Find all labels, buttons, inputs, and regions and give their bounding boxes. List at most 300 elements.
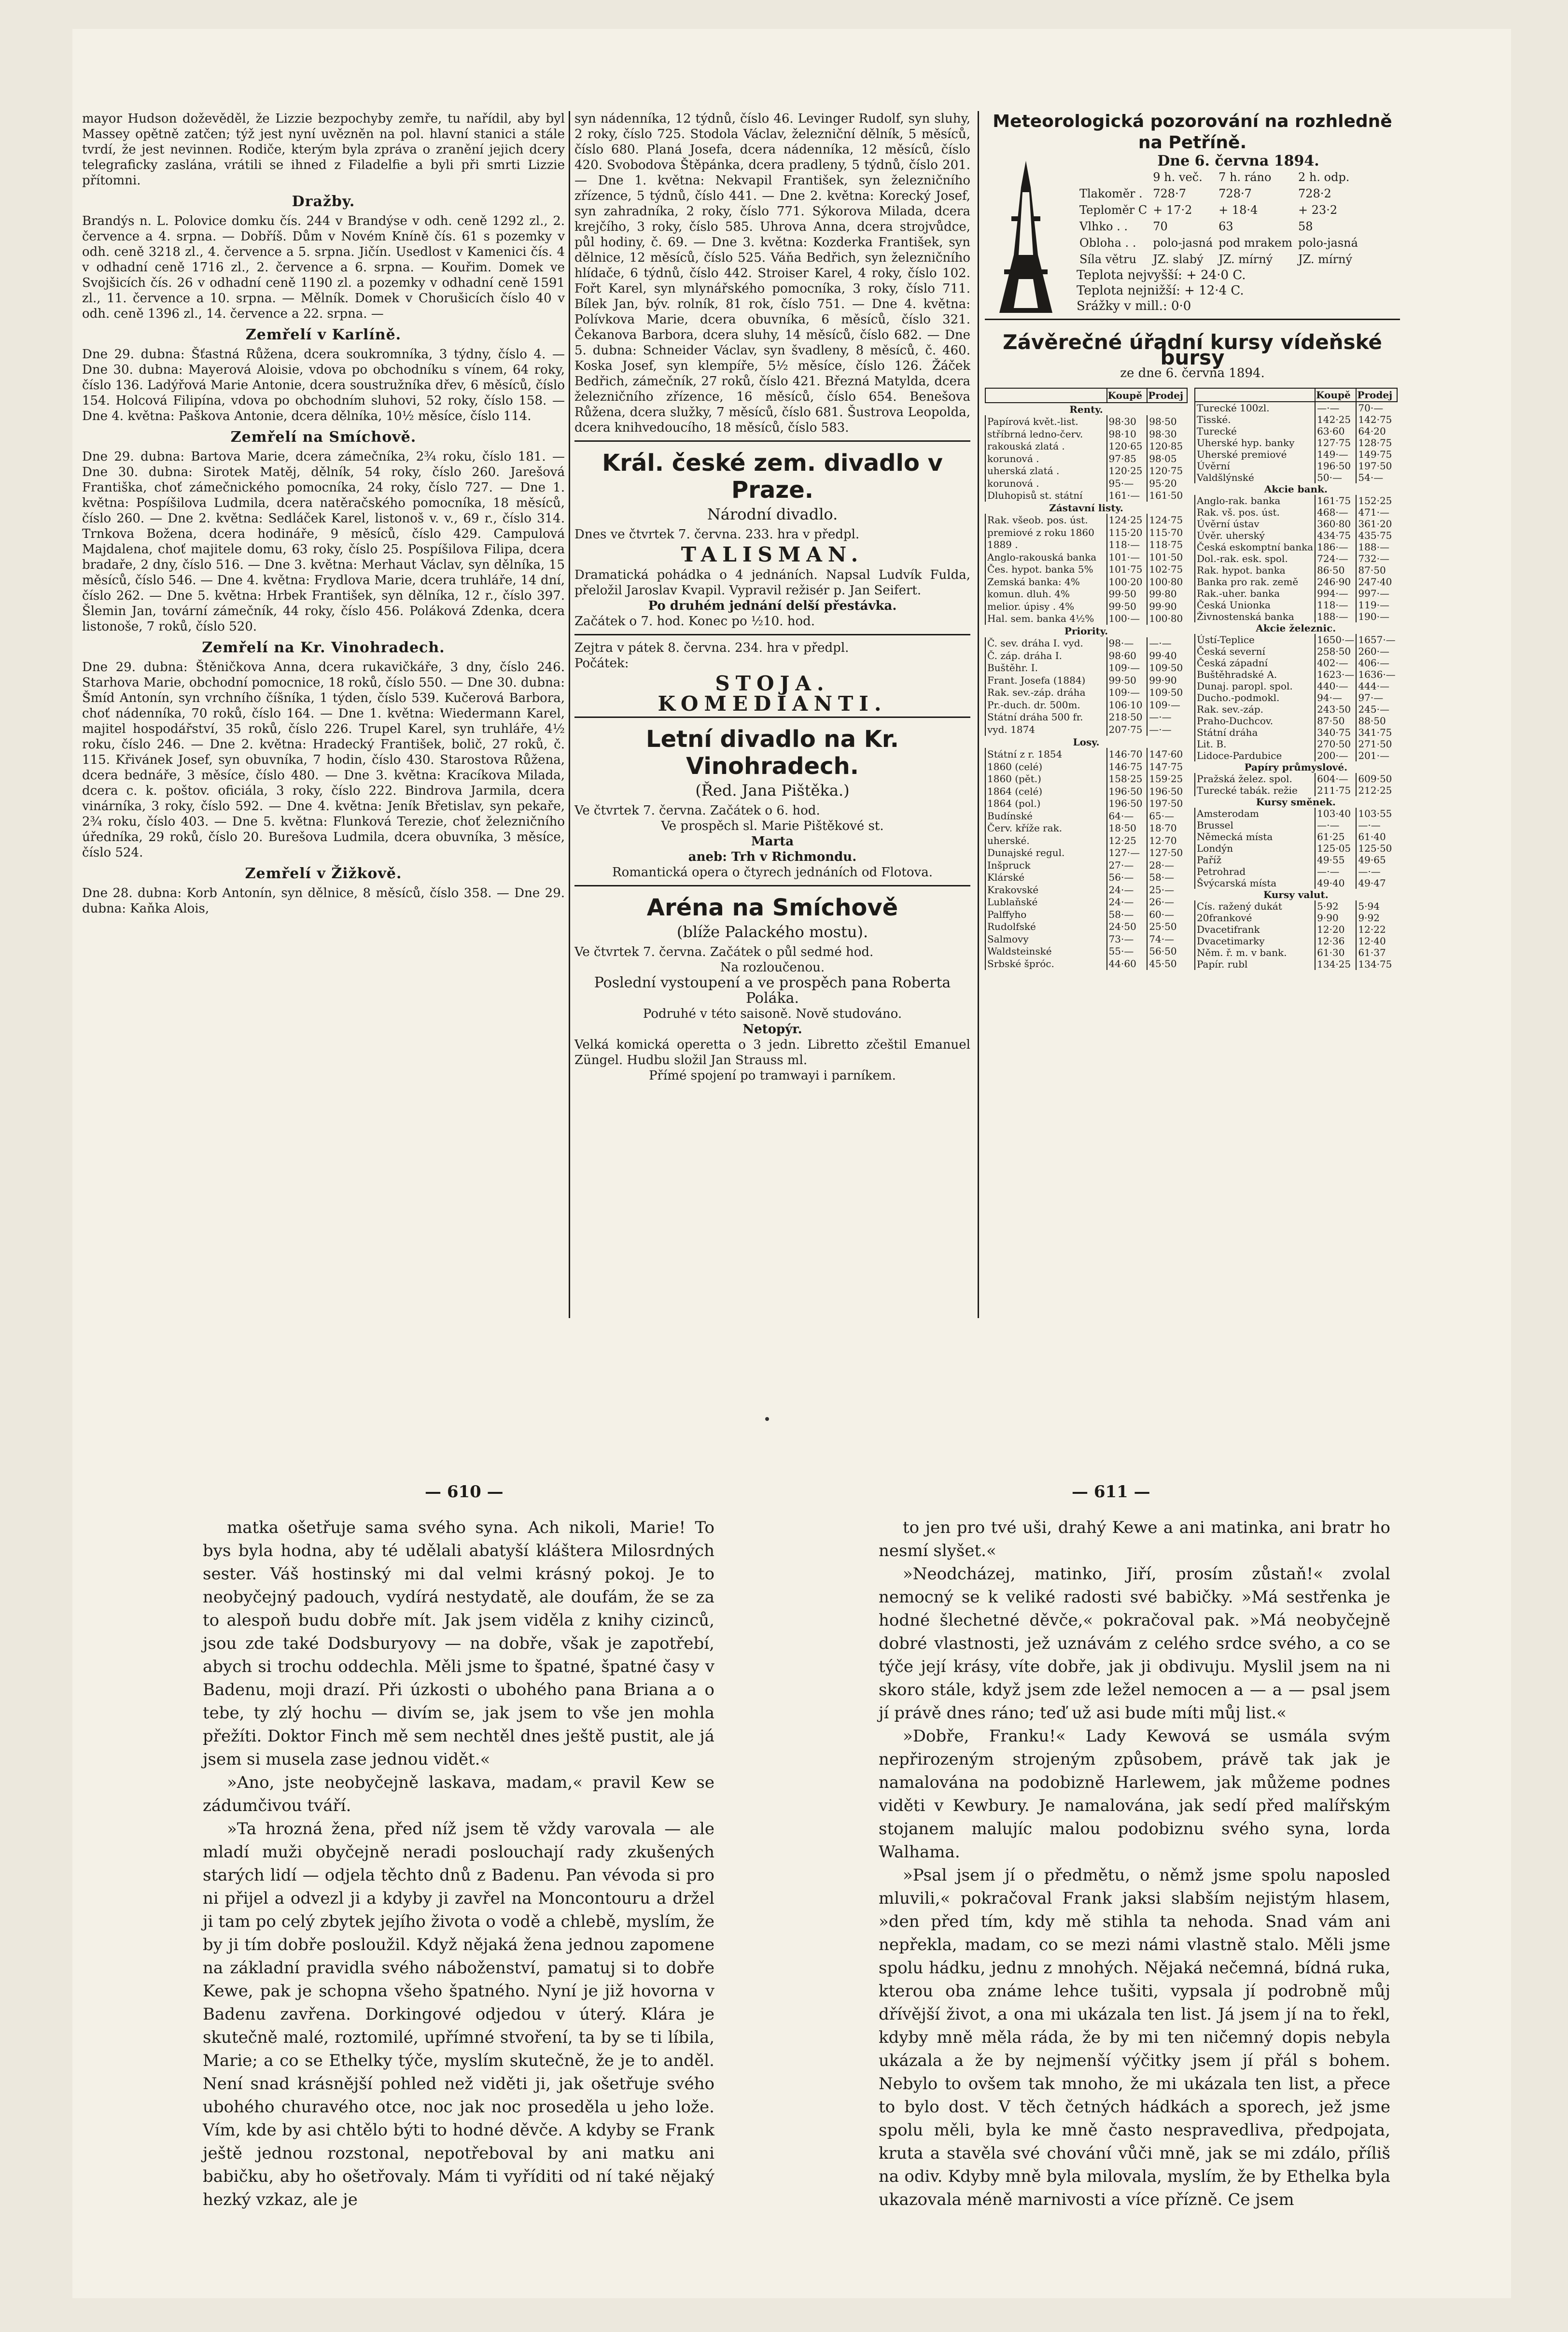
bursa-name: 1860 (celé)	[985, 760, 1107, 773]
bursa-sell: 87·50	[1356, 564, 1397, 576]
bursa-buy: 127·75	[1315, 437, 1356, 449]
story-paragraph: to jen pro tvé uši, drahý Kewe a ani matinka, ani bratr ho nesmí slyšet.«	[879, 1518, 1390, 1560]
ad-line: Romantická opera o čtyrech jednáních od Flotova.	[612, 865, 933, 880]
bursa-row	[1195, 866, 1397, 877]
meteo-date: Dne 6. června 1894.	[1157, 153, 1319, 169]
bursa-row	[985, 896, 1187, 908]
bursa-buy: 100·—	[1107, 613, 1148, 625]
meteo-head	[1077, 169, 1150, 185]
bursa-row	[1195, 843, 1397, 854]
bursa-name: Papírová květ.-list.	[985, 415, 1107, 428]
bursa-row	[1195, 483, 1397, 495]
bursa-name: Praho-Duchcov.	[1195, 715, 1315, 727]
bursa-row	[1195, 703, 1397, 715]
bursa-sell: 197·50	[1356, 460, 1397, 472]
bursa-row	[985, 662, 1187, 674]
bursa-sell: 88·50	[1356, 715, 1397, 727]
bursa-sell: 74·—	[1147, 933, 1187, 945]
meteo-cell: 63	[1218, 220, 1233, 233]
bursa-row	[1195, 634, 1397, 646]
bursa-buy: 64·—	[1107, 810, 1148, 822]
bursa-sell: 142·75	[1356, 414, 1397, 425]
meteo-cell: Teploměr C	[1079, 203, 1148, 217]
bursa-sell: 98·50	[1147, 415, 1187, 428]
bursa-sell: 99·80	[1147, 588, 1187, 601]
bursa-row	[985, 736, 1187, 748]
bursa-sell: 435·75	[1356, 530, 1397, 541]
bursa-name: Česká západní	[1195, 657, 1315, 669]
meteo-cell: Tlakoměr .	[1079, 187, 1143, 200]
bursa-table-left	[985, 388, 1188, 970]
meteo-cell: + 18·4	[1218, 203, 1258, 217]
bursa-name: Úvěr. uherský	[1195, 530, 1315, 541]
bursa-sell: 100·80	[1147, 613, 1187, 625]
bursa-buy: 360·80	[1315, 518, 1356, 530]
bursa-sell: 12·70	[1147, 834, 1187, 847]
bursa-buy: 340·75	[1315, 727, 1356, 738]
bursa-row	[985, 687, 1187, 699]
meteo-cell: 728·2	[1298, 187, 1331, 200]
bursa-row	[1195, 819, 1397, 831]
divider	[574, 440, 970, 442]
bursa-sell: 124·75	[1147, 514, 1187, 526]
bursa-buy: 24·—	[1107, 884, 1148, 896]
bursa-name: Amsterodam	[1195, 808, 1315, 819]
bursa-name: Lidoce-Pardubice	[1195, 750, 1315, 761]
ad-line: Začátek o 7. hod. Konec po ½10. hod.	[574, 614, 815, 629]
bursa-row	[1195, 785, 1397, 796]
meteo-cell: Síla větru	[1079, 253, 1137, 266]
bursa-row	[1195, 900, 1397, 912]
bursa-sell: 119·—	[1356, 599, 1397, 611]
bursa-sell: 147·75	[1147, 760, 1187, 773]
bursa-sell: 5·94	[1356, 900, 1397, 912]
bursa-name: Waldsteinské	[985, 945, 1107, 958]
bursa-buy: 149·—	[1315, 449, 1356, 460]
bursa-name: Buštěhr. I.	[985, 662, 1107, 674]
bursa-name: Zemská banka: 4%	[985, 576, 1107, 588]
bursa-buy: 49·55	[1315, 854, 1356, 866]
bursa-buy: 109·—	[1107, 662, 1148, 674]
bursa-name: Tisské.	[1195, 414, 1315, 425]
meteo-title: Meteorologická pozorování na rozhledně na Petříně.	[993, 112, 1392, 153]
bursa-row	[985, 440, 1187, 452]
bursa-buy: 258·50	[1315, 646, 1356, 657]
bursa-buy: 9·90	[1315, 912, 1356, 924]
bursa-sell: 115·70	[1147, 526, 1187, 539]
bursa-name: stříbrná ledno-červ.	[985, 428, 1107, 440]
bursa-row	[1195, 715, 1397, 727]
bursa-buy: 97·85	[1107, 452, 1148, 465]
bursa-name: Londýn	[1195, 843, 1315, 854]
bursa-name: Srbské špróc.	[985, 957, 1107, 970]
bursa-row	[1195, 924, 1397, 935]
meteo-cell: + 23·2	[1298, 203, 1338, 217]
bursa-name: Státní dráha 500 fr.	[985, 711, 1107, 724]
bursa-row	[985, 760, 1187, 773]
bursa-sell: 134·75	[1356, 958, 1397, 970]
ad-line: Přímé spojení po tramwayi i parníkem.	[649, 1068, 896, 1083]
bursa-sell: 406·—	[1356, 657, 1397, 669]
article-smichov: Dne 29. dubna: Bartova Marie, dcera zámečníka, 2¾ roku, číslo 181. — Dne 30. dubna: Sirotek Matěj, dělník, 54 roky, číslo 260. Jarešová Františka, choť zámečnického pomocníka, 24 roky, číslo 727. — Dne 1. května: Pospíšilova Ludmila, dcera natěračského pomocníka, 18 měsíců, číslo 260. — Dne 2. května: Sedláček Karel, listonoš v. v., 69 r., číslo 314. Trnkova Božena, dcera hodináře, 9 měsíců, číslo 429. Campulová Majdalena, choť majitele domu, 63 roky, číslo 25. Pospíšilova Filipa, dcera bradaře, 2 dny, číslo 516. — Dne 3. května: Merhaut Václav, syn dělníka, 15 měsíců, číslo 546. — Dne 4. května: Frydlova Marie, dcera truhláře, 14 dní, číslo 262. — Dne 5. května: Hrbek František, syn dělníka, 12 r., číslo 397. Šlemin Jan, tovární zámečník, 44 roky, číslo 456. Poláková Zdenka, dcera listonoše, 7 roků, číslo 520.	[82, 450, 565, 634]
bursa-buy: 98·—	[1107, 637, 1148, 650]
bursa-buy: 125·05	[1315, 843, 1356, 854]
bursa-name: Akcie železnic.	[1256, 622, 1336, 634]
column-divider	[978, 111, 979, 1318]
bursa-name: Ústí-Teplice	[1195, 634, 1315, 646]
bursa-buy: 24·50	[1107, 920, 1148, 933]
bursa-row	[985, 489, 1187, 502]
bursa-buy: 106·10	[1107, 699, 1148, 711]
bursa-row	[1195, 530, 1397, 541]
bursa-buy: 63·60	[1315, 425, 1356, 437]
bursa-row	[1195, 576, 1397, 588]
bursa-name: Č. záp. dráha I.	[985, 649, 1107, 662]
bursa-row	[1195, 796, 1397, 808]
bursa-row	[985, 957, 1187, 970]
article-deaths-cont: syn nádenníka, 12 týdnů, číslo 46. Levinger Rudolf, syn sluhy, 2 roky, číslo 725. Stodola Václav, železniční dělník, 5 měsíců, číslo 680. Planá Josefa, dcera nádenníka, 12 měsíců, číslo 420. Svobodova Štěpánka, dcera pradleny, 5 týdnů, číslo 201. — Dne 1. května: Nekvapil František, syn železničního zřízence, 5 týdnů, číslo 441. — Dne 2. května: Korecký Josef, syn zahradníka, 2 roky, číslo 771. Sýkorova Milada, dcera krejčího, 3 roky, číslo 585. Uhrova Anna, dcera strojvůdce, půl hodiny, č. 69. — Dne 3. května: Kozderka František, syn dělnice, 12 měsíců, číslo 525. Váňa Bedřich, syn železničního hlídače, 6 týdnů, číslo 442. Stroiser Karel, 4 roky, číslo 102. Fořt Karel, syn mlynářského pomocníka, 3 roky, číslo 711. Bílek Jan, býv. rolník, 81 rok, číslo 751. — Dne 4. května: Polívkova Marie, dcera obuvníka, 6 měsíců, číslo 321. Čekanova Barbora, dcera sluhy, 14 měsíců, číslo 682. — Dne 5. dubna: Schneider Václav, syn švadleny, 8 měsíců, č. 460. Koska Josef, syn klempíře, 5½ měsíce, číslo 126. Žáček Bedřich, zámečník, 27 roků, číslo 421. Březná Matylda, dcera železničního zřízence, 16 měsíců, číslo 654. Benešova Růžena, dcera služky, 7 měsíců, číslo 681. Šustrova Leopolda, dcera knihvedoucího, 18 měsíců, číslo 583.	[574, 112, 970, 435]
bursa-row	[1195, 506, 1397, 518]
bursa-name: Losy.	[1073, 736, 1100, 748]
bursa-name: Anglo-rakouská banka	[985, 551, 1107, 563]
bursa-name: Česká severní	[1195, 646, 1315, 657]
bursa-sell: 361·20	[1356, 518, 1397, 530]
bursa-row	[1195, 738, 1397, 750]
bursa-row	[1195, 727, 1397, 738]
bursa-buy: 188·—	[1315, 611, 1356, 622]
bursa-sell: 102·75	[1147, 563, 1187, 576]
bursa-sell: 12·40	[1356, 935, 1397, 947]
bursa-buy: 12·20	[1315, 924, 1356, 935]
ad-line: Dramatická pohádka o 4 jednáních. Napsal Ludvík Fulda, přeložil Jaroslav Kvapil. Vypravil režisér p. Jan Seifert.	[574, 568, 970, 598]
bursa-sell: 1636·—	[1356, 669, 1397, 680]
bursa-buy: 994·—	[1315, 588, 1356, 599]
bursa-name: Státní z r. 1854	[985, 748, 1107, 760]
bursa-sell: 45·50	[1147, 957, 1187, 970]
bursa-sell: 26·—	[1147, 896, 1187, 908]
bursa-name: 1889 .	[985, 539, 1107, 551]
bursa-buy: 94·—	[1315, 692, 1356, 703]
bursa-buy: 158·25	[1107, 773, 1148, 785]
bursa-row	[985, 637, 1187, 650]
bursa-sell: 99·40	[1147, 649, 1187, 662]
bursa-name: Papíry průmyslové.	[1244, 761, 1348, 773]
meteo-cell: Obloha . .	[1079, 236, 1136, 250]
bursa-row	[1195, 877, 1397, 889]
bursa-sell: 247·40	[1356, 576, 1397, 588]
bursa-row	[1195, 646, 1397, 657]
bursa-buy: 434·75	[1315, 530, 1356, 541]
heading-drazby: Dražby.	[292, 193, 355, 210]
meteo-cell: + 17·2	[1153, 203, 1192, 217]
bursa-name: Pr.-duch. dr. 500m.	[985, 699, 1107, 711]
bursa-row	[985, 563, 1187, 576]
bursa-name: Kursy valut.	[1263, 889, 1329, 900]
bursa-sell: 61·37	[1356, 947, 1397, 958]
bursa-buy: 99·50	[1107, 588, 1148, 601]
bursa-sell: 147·60	[1147, 748, 1187, 760]
meteo-cell: JZ. slabý	[1153, 253, 1204, 266]
bursa-sell: 161·50	[1147, 489, 1187, 502]
bursa-row	[1195, 460, 1397, 472]
ad-vinohrady-theatre-subtitle: (Řed. Jana Pištěka.)	[695, 781, 850, 800]
divider	[574, 634, 970, 635]
bursa-row	[1195, 402, 1397, 414]
bursa-sell: 98·30	[1147, 428, 1187, 440]
bursa-buy: 146·70	[1107, 748, 1148, 760]
bursa-row	[1195, 889, 1397, 900]
bursa-row	[985, 613, 1187, 625]
bursa-sell: 271·50	[1356, 738, 1397, 750]
bursa-row	[1195, 808, 1397, 819]
bursa-sell: 70·—	[1356, 402, 1397, 414]
article-drazby: Brandýs n. L. Polovice domku čís. 244 v Brandýse v odh. ceně 1292 zl., 2. července a 4. srpna. — Dobříš. Dům v Novém Kníně čís. 61 s pozemky v odh. ceně 3218 zl., 4. července a 5. srpna. Jičín. Usedlost v Kamenici čís. 4 v odhadní ceně 1716 zl., 2. července a 6. srpna. — Kouřim. Domek ve Svojšicích čís. 26 v odhadní ceně 1190 zl. a pozemky v odhadní ceně 1591 zl., 11. července a 10. srpna. — Mělník. Domek v Chorušicích číslo 40 v odh. ceně 1396 zl., 14. července a 22. srpna. —	[82, 214, 565, 321]
bursa-name: Turecké tabák. režie	[1195, 785, 1315, 796]
bursa-row	[1195, 912, 1397, 924]
bursa-name: Hal. sem. banka 4½%	[985, 613, 1107, 625]
bursa-sell: —·—	[1356, 819, 1397, 831]
ink-dot	[765, 1417, 769, 1421]
divider	[574, 716, 970, 718]
bursa-row	[985, 699, 1187, 711]
ad-line: Poslední vystoupení a ve prospěch pana Roberta Poláka.	[594, 974, 951, 1007]
bursa-row	[1195, 854, 1397, 866]
bursa-name: Dunaj. paropl. spol.	[1195, 680, 1315, 692]
bursa-sell: 120·75	[1147, 464, 1187, 477]
bursa-row	[985, 933, 1187, 945]
heading-smichov: Zemřelí na Smíchově.	[230, 429, 417, 446]
meteo-min: Teplota nejnižší: + 12·4 C.	[1077, 283, 1244, 298]
bursa-row	[1195, 773, 1397, 785]
bursa-name: Státní dráha	[1195, 727, 1315, 738]
article-vinohrady: Dne 29. dubna: Štěničkova Anna, dcera rukavičkáře, 3 dny, číslo 246. Starhova Marie, obchodní pomocnice, 18 roků, číslo 550. — Dne 30. dubna: Šmíd Antonín, syn vrchního číšníka, 1 týden, číslo 539. Kučerová Barbora, choť nádenníka, 70 roků, číslo 164. — Dne 1. května: Wiedermann Karel, majitel hospodářství, 35 roků, číslo 226. Trupel Karel, syn truhláře, 4½ roku, číslo 246. — Dne 2. května: Hradecký František, bolič, 27 roků, č. 115. Křivánek Josef, syn obuvníka, 7 hodin, číslo 430. Starostova Růžena, dcera bednáře, 3 měsíce, číslo 480. — Dne 3. května: Kracíkova Milada, dcera c. k. poštov. oficiála, 3 roky, číslo 222. Bindrova Jarmila, dcera vinárníka, 3 roky, číslo 592. — Dne 4. května: Jeník Břetislav, syn pekaře, 2¾ roku, číslo 403. — Dne 5. května: Flunková Terezie, choť železničního úředníka, 29 roků, číslo 20. Burešova Ludmila, dcera obuvníka, 3 měsíce, číslo 524.	[82, 660, 565, 860]
meteo-table	[1077, 169, 1361, 267]
bursa-name: Turecké 100zl.	[1195, 402, 1315, 414]
bursa-buy: 55·—	[1107, 945, 1148, 958]
meteo-head: 2 h. odp.	[1298, 170, 1350, 184]
bursa-buy: 142·25	[1315, 414, 1356, 425]
bursa-date: ze dne 6. června 1894.	[1120, 366, 1265, 380]
bursa-name: Úvěrní ústav	[1195, 518, 1315, 530]
bursa-buy: 100·20	[1107, 576, 1148, 588]
bursa-buy: 161·—	[1107, 489, 1148, 502]
meteo-head: 7 h. ráno	[1218, 170, 1272, 184]
bursa-name: vyd. 1874	[985, 723, 1107, 736]
bursa-sell: 109·50	[1147, 662, 1187, 674]
bursa-row	[985, 797, 1187, 810]
bursa-sell: 49·47	[1356, 877, 1397, 889]
heading-zizkov: Zemřelí v Žižkově.	[245, 865, 402, 882]
bursa-row	[1195, 541, 1397, 553]
bursa-sell: 245·—	[1356, 703, 1397, 715]
bursa-name: Petrohrad	[1195, 866, 1315, 877]
article-intro: mayor Hudson doževěděl, že Lizzie bezpochyby zemře, tu nařídil, aby byl Massey opětně zatčen; týž jest nyní uvězněn na pol. hlavní stanici a stále tvrdí, že jest nevinnen. Rodiče, kterým byla zpráva o zranění jejich dcery telegraficky zaslána, vrátili se ihned z Filadelfie a byli při smrti Lizzie přítomni.	[82, 112, 565, 188]
bursa-buy: 200·—	[1315, 750, 1356, 761]
bursa-sell: 471·—	[1356, 506, 1397, 518]
bursa-row	[985, 649, 1187, 662]
bursa-buy: 115·20	[1107, 526, 1148, 539]
petrin-tower-icon	[985, 158, 1067, 318]
bursa-buy: 101·—	[1107, 551, 1148, 563]
col-label: Prodej	[1147, 388, 1187, 403]
ad-line: Dnes ve čtvrtek 7. června. 233. hra v předpl.	[574, 527, 860, 542]
bursa-buy: 196·50	[1315, 460, 1356, 472]
bursa-row	[1195, 425, 1397, 437]
bursa-name: Rak.-uher. banka	[1195, 588, 1315, 599]
bursa-row	[1195, 761, 1397, 773]
bursa-sell: 609·50	[1356, 773, 1397, 785]
story-left-page	[203, 1516, 714, 2211]
bursa-sell: 109·—	[1147, 699, 1187, 711]
bursa-name: Česká eskomptní banka	[1195, 541, 1315, 553]
bursa-row	[985, 576, 1187, 588]
bursa-row	[1195, 495, 1397, 506]
bursa-name: 20frankové	[1195, 912, 1315, 924]
ad-vinohrady-theatre-title: Letní divadlo na Kr. Vinohradech.	[646, 726, 899, 780]
bursa-name: Červ. kříže rak.	[985, 822, 1107, 834]
bursa-name: Dunajské regul.	[985, 846, 1107, 859]
bursa-row	[1195, 588, 1397, 599]
bursa-row	[985, 514, 1187, 526]
bursa-name: Něm. ř. m. v bank.	[1195, 947, 1315, 958]
heading-karlin: Zemřelí v Karlíně.	[245, 326, 402, 343]
bursa-row	[1195, 414, 1397, 425]
bursa-name: Uherské hyp. banky	[1195, 437, 1315, 449]
bursa-name: Palffyho	[985, 908, 1107, 921]
play-title: KOMEDIANTI.	[658, 692, 887, 716]
ad-national-theatre-title: Král. české zem. divadlo v Praze.	[602, 450, 943, 504]
bursa-table-right	[1194, 388, 1398, 970]
bursa-row	[985, 551, 1187, 563]
bursa-sell: 9·92	[1356, 912, 1397, 924]
bursa-name: premiové z roku 1860	[985, 526, 1107, 539]
bursa-row	[1195, 935, 1397, 947]
ad-line: Po druhém jednání delší přestávka.	[648, 599, 897, 613]
meteo-max: Teplota nejvyšší: + 24·0 C.	[1077, 268, 1246, 282]
bursa-buy: 724·—	[1315, 553, 1356, 564]
article-karlin: Dne 29. dubna: Šťastná Růžena, dcera soukromníka, 3 týdny, číslo 4. — Dne 30. dubna: Mayerová Aloisie, vdova po obchodníku s vínem, 64 roky, číslo 136. Ladýřová Marie Antonie, dcera soustružníka dřev, 6 měsíců, číslo 154. Holcová Filipína, vdova po obchodním sluhovi, 52 roky, číslo 158. — Dne 4. května: Paškova Antonie, dcera dělníka, 10½ měsíce, číslo 114.	[82, 347, 565, 423]
column-divider	[569, 111, 570, 1318]
bursa-row	[1195, 599, 1397, 611]
bursa-buy: 270·50	[1315, 738, 1356, 750]
bursa-sell: 61·40	[1356, 831, 1397, 843]
bursa-name: Zástavní listy.	[1049, 502, 1123, 514]
bursa-row	[985, 822, 1187, 834]
bursa-sell: 997·—	[1356, 588, 1397, 599]
meteo-rain: Srážky v mill.: 0·0	[1077, 299, 1191, 313]
bursa-buy: 24·—	[1107, 896, 1148, 908]
meteo-cell: 70	[1153, 220, 1168, 233]
story-right-page	[879, 1516, 1390, 2211]
bursa-sell: 109·50	[1147, 687, 1187, 699]
bursa-buy: 186·—	[1315, 541, 1356, 553]
bursa-name: Kursy směnek.	[1256, 796, 1336, 808]
ad-line: Zejtra v pátek 8. června. 234. hra v předpl.	[574, 641, 849, 655]
bursa-row	[985, 859, 1187, 871]
bursa-buy: 49·40	[1315, 877, 1356, 889]
bursa-buy: 50·—	[1315, 472, 1356, 483]
bursa-name: Čes. hypot. banka 5%	[985, 563, 1107, 576]
bursa-sell: 28·—	[1147, 859, 1187, 871]
bursa-row	[1195, 947, 1397, 958]
bursa-name: Banka pro rak. země	[1195, 576, 1315, 588]
bursa-name: Ducho.-podmokl.	[1195, 692, 1315, 703]
ad-arena-subtitle: (blíže Palackého mostu).	[676, 923, 868, 941]
bursa-row	[1195, 518, 1397, 530]
bursa-row	[1195, 622, 1397, 634]
bursa-name: rakouská zlatá .	[985, 440, 1107, 452]
bursa-name: melior. úpisy . 4%	[985, 600, 1107, 613]
meteo-cell: 728·7	[1153, 187, 1186, 200]
bursa-sell: 732·—	[1356, 553, 1397, 564]
divider	[985, 319, 1400, 320]
bursa-name: komun. dluh. 4%	[985, 588, 1107, 601]
bursa-row	[985, 711, 1187, 724]
bursa-name: Lit. B.	[1195, 738, 1315, 750]
bursa-buy: 207·75	[1107, 723, 1148, 736]
bursa-row	[985, 477, 1187, 490]
ad-line: Ve prospěch sl. Marie Pištěkové st.	[661, 819, 884, 833]
ad-line: Velká komická operetta o 3 jedn. Libretto zčeštil Emanuel Züngel. Hudbu složil Jan Strauss ml.	[574, 1038, 970, 1068]
bursa-name: 1864 (pol.)	[985, 797, 1107, 810]
bursa-row	[1195, 750, 1397, 761]
bursa-sell: 212·25	[1356, 785, 1397, 796]
bursa-buy: 161·75	[1315, 495, 1356, 506]
bursa-buy: 56·—	[1107, 871, 1148, 884]
bursa-buy: 61·30	[1315, 947, 1356, 958]
bursa-name: 1860 (pět.)	[985, 773, 1107, 785]
story-paragraph: »Dobře, Franku!« Lady Kewová se usmála svým nepřirozeným strojeným způsobem, právě tak jak je namalována na podobizně Harlewem, jak můžeme podnes viděti v Kewbury. Je namalována, jak sedí před malířským stojanem malujíc malou podobiznu svého syna, lorda Walhama.	[879, 1727, 1390, 1862]
bursa-buy: 1650·—	[1315, 634, 1356, 646]
bursa-buy: 58·—	[1107, 908, 1148, 921]
bursa-row	[985, 945, 1187, 958]
bursa-name: Rak. sev.-záp. dráha	[985, 687, 1107, 699]
bursa-sell: 444·—	[1356, 680, 1397, 692]
bursa-row	[985, 748, 1187, 760]
bursa-sell: 188·—	[1356, 541, 1397, 553]
bursa-row	[985, 452, 1187, 465]
bursa-sell: —·—	[1356, 866, 1397, 877]
bursa-row	[985, 834, 1187, 847]
bursa-buy: 98·60	[1107, 649, 1148, 662]
bursa-buy: 5·92	[1315, 900, 1356, 912]
article-zizkov: Dne 28. dubna: Korb Antonín, syn dělnice, 8 měsíců, číslo 358. — Dne 29. dubna: Kaňka Alois,	[82, 886, 565, 916]
bursa-sell: 56·50	[1147, 945, 1187, 958]
bursa-name: Papír. rubl	[1195, 958, 1315, 970]
bursa-row	[985, 920, 1187, 933]
bursa-sell: 49·65	[1356, 854, 1397, 866]
bursa-name: Brussel	[1195, 819, 1315, 831]
bursa-buy: 44·60	[1107, 957, 1148, 970]
bursa-row	[1195, 958, 1397, 970]
bursa-sell: 127·50	[1147, 846, 1187, 859]
column-right	[985, 111, 1400, 970]
bursa-row	[1195, 669, 1397, 680]
bursa-name: Rak. všeob. pos. úst.	[985, 514, 1107, 526]
ad-arena-title: Aréna na Smíchově	[646, 894, 898, 921]
play-title: STOJA.	[715, 672, 830, 695]
meteo-cell: polo-jasná	[1298, 236, 1358, 250]
meteo-cell: 728·7	[1218, 187, 1252, 200]
bursa-name: Akcie bank.	[1264, 483, 1328, 495]
bursa-sell: 201·—	[1356, 750, 1397, 761]
bursa-row	[985, 403, 1187, 416]
bursa-buy: 127·—	[1107, 846, 1148, 859]
bursa-buy: 196·50	[1107, 785, 1148, 798]
bursa-sell: 128·75	[1356, 437, 1397, 449]
ad-line: Ve čtvrtek 7. června. Začátek o půl sedmé hod.	[574, 945, 874, 959]
bursa-buy: —·—	[1315, 402, 1356, 414]
